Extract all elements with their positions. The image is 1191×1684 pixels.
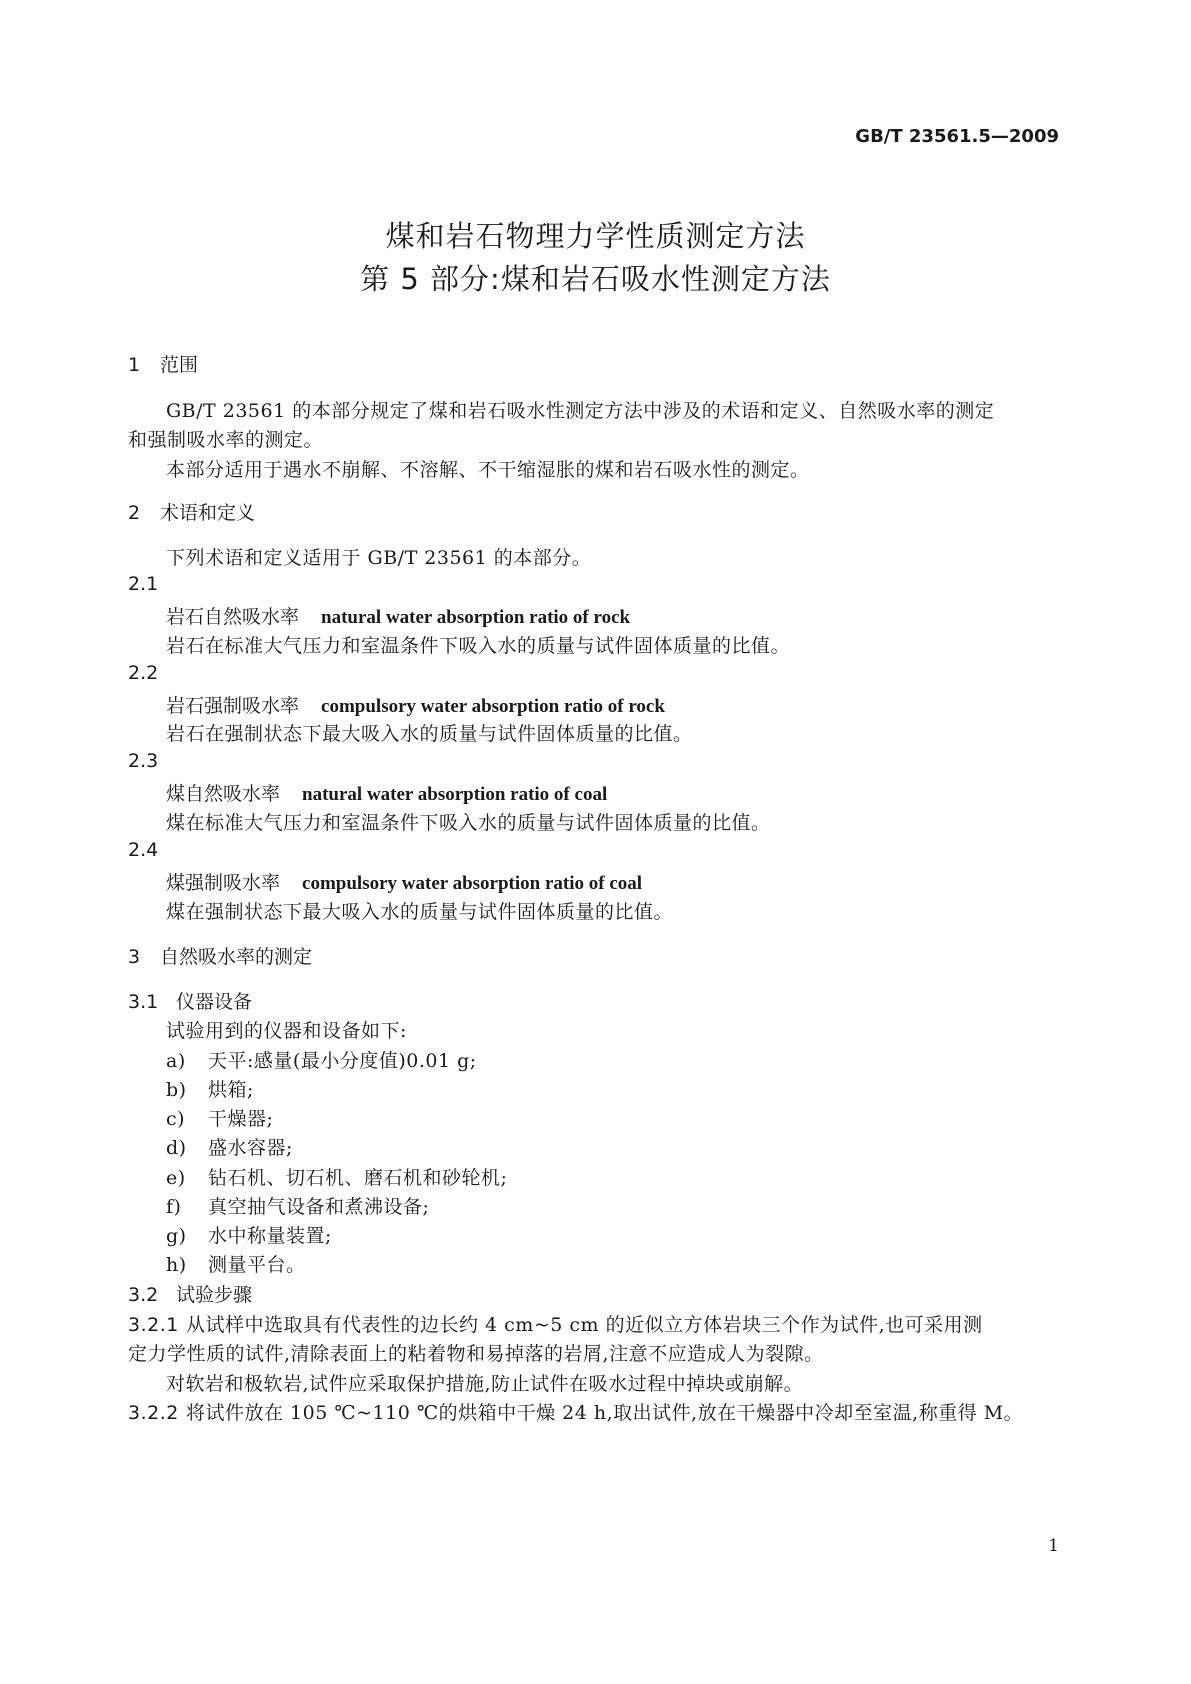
paragraph: 下列术语和定义适用于 GB/T 23561 的本部分。 — [166, 547, 592, 569]
section-title: 自然吸水率的测定 — [160, 946, 313, 968]
subsection-title: 试验步骤 — [176, 1284, 253, 1306]
document-title: 煤和岩石物理力学性质测定方法 — [385, 219, 806, 253]
paragraph: 本部分适用于遇水不崩解、不溶解、不干缩湿胀的煤和岩石吸水性的测定。 — [166, 459, 810, 481]
list-item — [166, 1192, 429, 1219]
list-text: 钻石机、切石机、磨石机和砂轮机; — [208, 1167, 508, 1189]
section-number: 1 — [128, 354, 141, 376]
list-text: 真空抽气设备和煮沸设备; — [208, 1196, 430, 1218]
term-english: natural water absorption ratio of coal — [302, 784, 608, 805]
list-item — [166, 1075, 254, 1102]
list-item — [166, 1250, 306, 1277]
list-item — [166, 1163, 507, 1190]
list-item — [166, 1133, 293, 1160]
term-number: 2.1 — [128, 573, 159, 595]
term-number: 2.3 — [128, 750, 159, 772]
paragraph: 试验用到的仪器和设备如下: — [166, 1020, 407, 1042]
subsection-3-2-heading — [128, 1280, 252, 1307]
term-number: 2.4 — [128, 839, 159, 861]
subsection-number: 3.1 — [128, 991, 159, 1013]
page-number: 1 — [1048, 1536, 1059, 1556]
clause-3-2-2 — [128, 1398, 1023, 1425]
clause-text: 将试件放在 105 ℃~110 ℃的烘箱中干燥 24 h,取出试件,放在干燥器中冷却至室温,称重得 M。 — [186, 1402, 1024, 1424]
list-item — [166, 1221, 332, 1248]
subsection-title: 仪器设备 — [176, 991, 253, 1013]
term-heading — [166, 868, 642, 895]
list-text: 盛水容器; — [208, 1137, 293, 1159]
term-english: compulsory water absorption ratio of coal — [302, 873, 643, 894]
term-definition: 煤在强制状态下最大吸入水的质量与试件固体质量的比值。 — [166, 901, 674, 923]
paragraph: 对软岩和极软岩,试件应采取保护措施,防止试件在吸水过程中掉块或崩解。 — [166, 1373, 804, 1395]
list-label: d) — [166, 1137, 187, 1159]
list-text: 测量平台。 — [208, 1254, 306, 1276]
term-english: natural water absorption ratio of rock — [321, 607, 631, 628]
list-item — [166, 1104, 273, 1131]
section-title: 范围 — [160, 354, 199, 376]
term-english: compulsory water absorption ratio of rock — [321, 696, 665, 717]
section-2-heading — [128, 498, 255, 525]
clause-number: 3.2.1 — [128, 1314, 179, 1336]
term-definition: 岩石在标准大气压力和室温条件下吸入水的质量与试件固体质量的比值。 — [166, 635, 791, 657]
term-chinese: 岩石强制吸水率 — [166, 695, 300, 717]
list-label: b) — [166, 1079, 187, 1101]
clause-3-2-1 — [128, 1310, 983, 1337]
list-label: f) — [166, 1196, 182, 1218]
list-label: c) — [166, 1108, 186, 1130]
subsection-number: 3.2 — [128, 1284, 159, 1306]
term-definition: 煤在标准大气压力和室温条件下吸入水的质量与试件固体质量的比值。 — [166, 812, 771, 834]
list-text: 水中称量装置; — [208, 1225, 332, 1247]
section-number: 2 — [128, 502, 141, 524]
section-title: 术语和定义 — [160, 502, 256, 524]
paragraph: GB/T 23561 的本部分规定了煤和岩石吸水性测定方法中涉及的术语和定义、自然吸水率的测定 — [166, 400, 995, 422]
term-definition: 岩石在强制状态下最大吸入水的质量与试件固体质量的比值。 — [166, 723, 693, 745]
term-heading — [166, 691, 665, 718]
term-chinese: 岩石自然吸水率 — [166, 606, 300, 628]
list-text: 天平:感量(最小分度值)0.01 g; — [208, 1050, 477, 1072]
clause-text: 从试样中选取具有代表性的边长约 4 cm~5 cm 的近似立方体岩块三个作为试件,也可采用测 — [186, 1314, 983, 1336]
subsection-3-1-heading — [128, 987, 252, 1014]
list-text: 干燥器; — [208, 1108, 274, 1130]
term-heading — [166, 602, 630, 629]
term-chinese: 煤自然吸水率 — [166, 783, 281, 805]
list-label: a) — [166, 1050, 186, 1072]
list-label: e) — [166, 1167, 186, 1189]
clause-number: 3.2.2 — [128, 1402, 179, 1424]
section-1-heading — [128, 350, 198, 377]
list-label: h) — [166, 1254, 187, 1276]
standard-number: GB/T 23561.5—2009 — [855, 126, 1059, 147]
term-heading — [166, 779, 607, 806]
term-number: 2.2 — [128, 662, 159, 684]
list-text: 烘箱; — [208, 1079, 254, 1101]
section-3-heading — [128, 942, 312, 969]
term-chinese: 煤强制吸水率 — [166, 872, 281, 894]
list-item — [166, 1046, 477, 1073]
document-subtitle: 第 5 部分:煤和岩石吸水性测定方法 — [360, 262, 831, 296]
paragraph: 定力学性质的试件,清除表面上的粘着物和易掉落的岩屑,注意不应造成人为裂隙。 — [128, 1343, 824, 1365]
list-label: g) — [166, 1225, 187, 1247]
section-number: 3 — [128, 946, 141, 968]
paragraph: 和强制吸水率的测定。 — [128, 429, 324, 451]
